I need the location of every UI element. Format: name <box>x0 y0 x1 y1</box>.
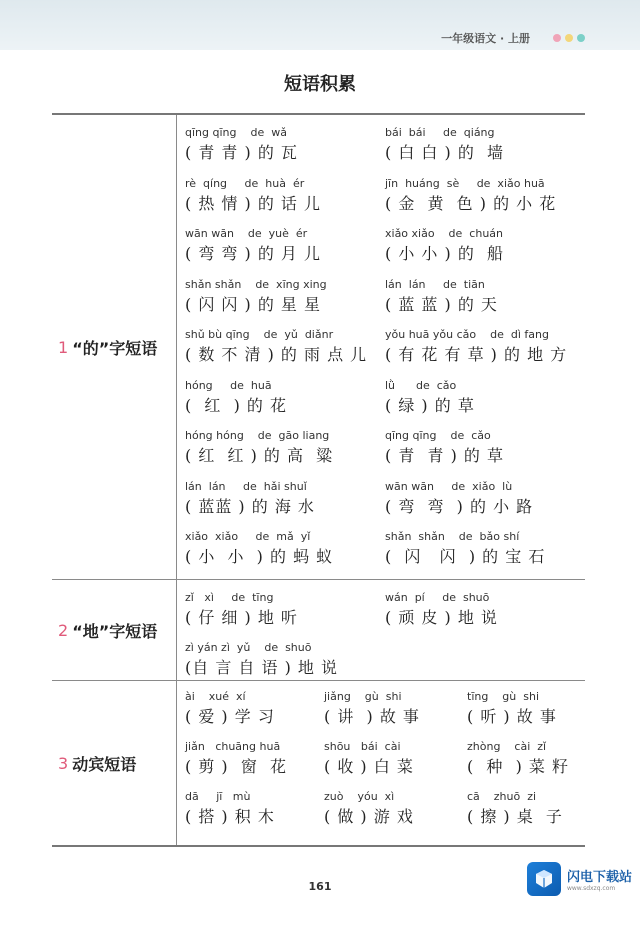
section-de <box>52 113 585 580</box>
phrase-item <box>467 789 563 829</box>
watermark-name: 闪电下载站 <box>566 870 632 885</box>
header-dots <box>553 34 585 42</box>
pink-dot-icon <box>553 34 561 42</box>
phrase-pinyin: wān wān de xiǎo lù <box>385 479 513 493</box>
phrase-item <box>185 226 321 266</box>
section-label <box>52 115 177 579</box>
phrase-item <box>185 277 327 317</box>
section-title: “地”字短语 <box>72 621 158 641</box>
phrase-item <box>385 226 504 266</box>
watermark <box>527 862 632 896</box>
watermark-url: www.sdxzq.com <box>566 885 616 892</box>
phrase-pinyin: cā zhuō zi <box>467 790 537 803</box>
phrase-pinyin: rè qíng de huà ér <box>185 176 305 190</box>
phrase-item <box>385 479 533 519</box>
phrase-hanzi: (自 言 自 语 ) 地 说 <box>185 658 339 677</box>
phrase-item <box>324 739 414 779</box>
phrase-item <box>185 327 367 367</box>
phrase-item <box>185 739 287 779</box>
phrase-hanzi: ( 数 不 清 ) 的 雨 点 儿 <box>185 345 368 364</box>
section-title: 动宾短语 <box>72 754 137 774</box>
phrase-pinyin: xiǎo xiǎo de chuán <box>385 227 504 240</box>
section-title: “的”字短语 <box>72 338 158 358</box>
phrase-item <box>385 590 498 630</box>
phrase-table <box>52 113 585 847</box>
phrase-pinyin: dā jī mù <box>185 790 251 803</box>
phrase-item <box>185 640 338 680</box>
phrase-hanzi: ( 搭 ) 积 木 <box>185 807 275 826</box>
page-title: 短语积累 <box>284 74 356 95</box>
phrase-pinyin: bái bái de qiáng <box>385 126 495 139</box>
phrase-item <box>185 789 275 829</box>
phrase-hanzi: ( 收 ) 白 菜 <box>324 757 414 776</box>
phrase-hanzi: ( 剪 ) 窗 花 <box>185 757 288 776</box>
phrase-item <box>185 125 298 165</box>
yellow-dot-icon <box>565 34 573 42</box>
section-number: 1 <box>58 337 69 357</box>
phrase-pinyin: hóng de huā <box>185 378 272 392</box>
phrase-item <box>185 428 333 468</box>
phrase-pinyin: shōu bái cài <box>324 740 401 753</box>
phrase-pinyin: hóng hóng de gāo liang <box>185 429 330 442</box>
section-number: 3 <box>58 753 69 773</box>
phrase-pinyin: wān wān de yuè ér <box>185 227 308 240</box>
phrase-pinyin: lǜ de cǎo <box>385 378 457 392</box>
phrase-pinyin: zǐ xì de tīng <box>185 591 274 604</box>
phrase-pinyin: jiǎng gù shi <box>324 690 402 703</box>
phrase-pinyin: shǔ bù qīng de yǔ diǎnr <box>185 328 334 341</box>
phrase-pinyin: ài xué xí <box>185 690 246 703</box>
phrase-hanzi: ( 听 ) 故 事 <box>467 707 557 726</box>
book-title: 一年级语文 · 上册 <box>441 32 530 45</box>
phrase-item <box>467 739 569 779</box>
section-label <box>52 580 177 680</box>
phrase-hanzi: ( 热 情 ) 的 话 儿 <box>185 193 322 213</box>
phrase-item <box>385 125 504 165</box>
phrase-item <box>185 529 333 569</box>
phrase-pinyin: jiǎn chuāng huā <box>185 740 281 753</box>
phrase-item <box>324 789 414 829</box>
phrase-hanzi: ( 小 小 ) 的 蚂 蚁 <box>185 547 334 566</box>
phrase-item <box>185 176 321 216</box>
phrase-item <box>385 327 567 367</box>
phrase-pinyin: lán lán de tiān <box>385 277 485 291</box>
phrase-hanzi: ( 闪 闪 ) 的 宝 石 <box>385 547 546 566</box>
page-number: 161 <box>308 880 332 893</box>
section-content <box>177 580 585 680</box>
phrase-hanzi: ( 弯 弯 ) 的 小 路 <box>385 496 534 516</box>
phrase-item <box>324 689 420 729</box>
phrase-pinyin: shǎn shǎn de xīng xing <box>185 277 327 291</box>
phrase-pinyin: jīn huáng sè de xiǎo huā <box>385 176 545 190</box>
section-di <box>52 580 585 681</box>
phrase-item <box>385 378 475 418</box>
phrase-hanzi: ( 蓝 蓝 ) 的 天 <box>385 294 498 314</box>
phrase-pinyin: yǒu huā yǒu cǎo de dì fang <box>385 328 549 341</box>
phrase-item <box>385 176 556 216</box>
phrase-item <box>385 428 504 468</box>
phrase-hanzi: ( 弯 弯 ) 的 月 儿 <box>185 244 322 263</box>
section-label <box>52 681 177 845</box>
phrase-pinyin: wán pí de shuō <box>385 591 490 604</box>
phrase-item <box>185 689 275 729</box>
phrase-hanzi: ( 擦 ) 桌 子 <box>467 807 563 826</box>
phrase-pinyin: xiǎo xiǎo de mǎ yǐ <box>185 530 311 543</box>
phrase-pinyin: lán lán de hǎi shuǐ <box>185 479 307 493</box>
lightning-logo-icon <box>527 862 561 896</box>
phrase-hanzi: ( 做 ) 游 戏 <box>324 807 414 826</box>
header-band <box>0 0 640 50</box>
phrase-hanzi: ( 白 白 ) 的 墙 <box>385 143 505 162</box>
phrase-hanzi: ( 红 ) 的 花 <box>185 395 288 415</box>
teal-dot-icon <box>577 34 585 42</box>
phrase-item <box>185 378 287 418</box>
phrase-pinyin: tīng gù shi <box>467 690 540 703</box>
phrase-hanzi: ( 青 青 ) 的 瓦 <box>185 143 298 162</box>
phrase-hanzi: ( 顽 皮 ) 地 说 <box>385 608 498 627</box>
phrase-item <box>385 529 545 569</box>
section-number: 2 <box>58 620 69 640</box>
phrase-hanzi: ( 小 小 ) 的 船 <box>385 244 505 263</box>
phrase-hanzi: ( 爱 ) 学 习 <box>185 707 275 726</box>
section-content <box>177 115 585 579</box>
phrase-hanzi: ( 有 花 有 草 ) 的 地 方 <box>385 345 568 364</box>
phrase-hanzi: ( 红 红 ) 的 高 粱 <box>185 446 334 465</box>
phrase-hanzi: ( 讲 ) 故 事 <box>324 707 420 726</box>
phrase-pinyin: zuò yóu xì <box>324 790 395 803</box>
phrase-hanzi: ( 青 青 ) 的 草 <box>385 446 505 465</box>
phrase-hanzi: ( 金 黄 色 ) 的 小 花 <box>385 193 557 213</box>
phrase-pinyin: qīng qīng de wǎ <box>185 126 287 139</box>
phrase-hanzi: ( 蓝蓝 ) 的 海 水 <box>185 496 315 516</box>
phrase-pinyin: shǎn shǎn de bǎo shí <box>385 530 520 543</box>
phrase-hanzi: ( 种 ) 菜 籽 <box>467 757 570 776</box>
phrase-item <box>185 479 315 519</box>
phrase-item <box>385 277 498 317</box>
phrase-pinyin: qīng qīng de cǎo <box>385 429 491 442</box>
phrase-hanzi: ( 闪 闪 ) 的 星 星 <box>185 294 322 314</box>
phrase-hanzi: ( 绿 ) 的 草 <box>385 395 475 415</box>
phrase-item <box>185 590 298 630</box>
phrase-pinyin: zhòng cài zǐ <box>467 740 547 753</box>
phrase-item <box>467 689 557 729</box>
phrase-pinyin: zì yán zì yǔ de shuō <box>185 641 312 654</box>
phrase-hanzi: ( 仔 细 ) 地 听 <box>185 608 298 627</box>
section-content <box>177 681 585 845</box>
section-verb-object <box>52 681 585 847</box>
